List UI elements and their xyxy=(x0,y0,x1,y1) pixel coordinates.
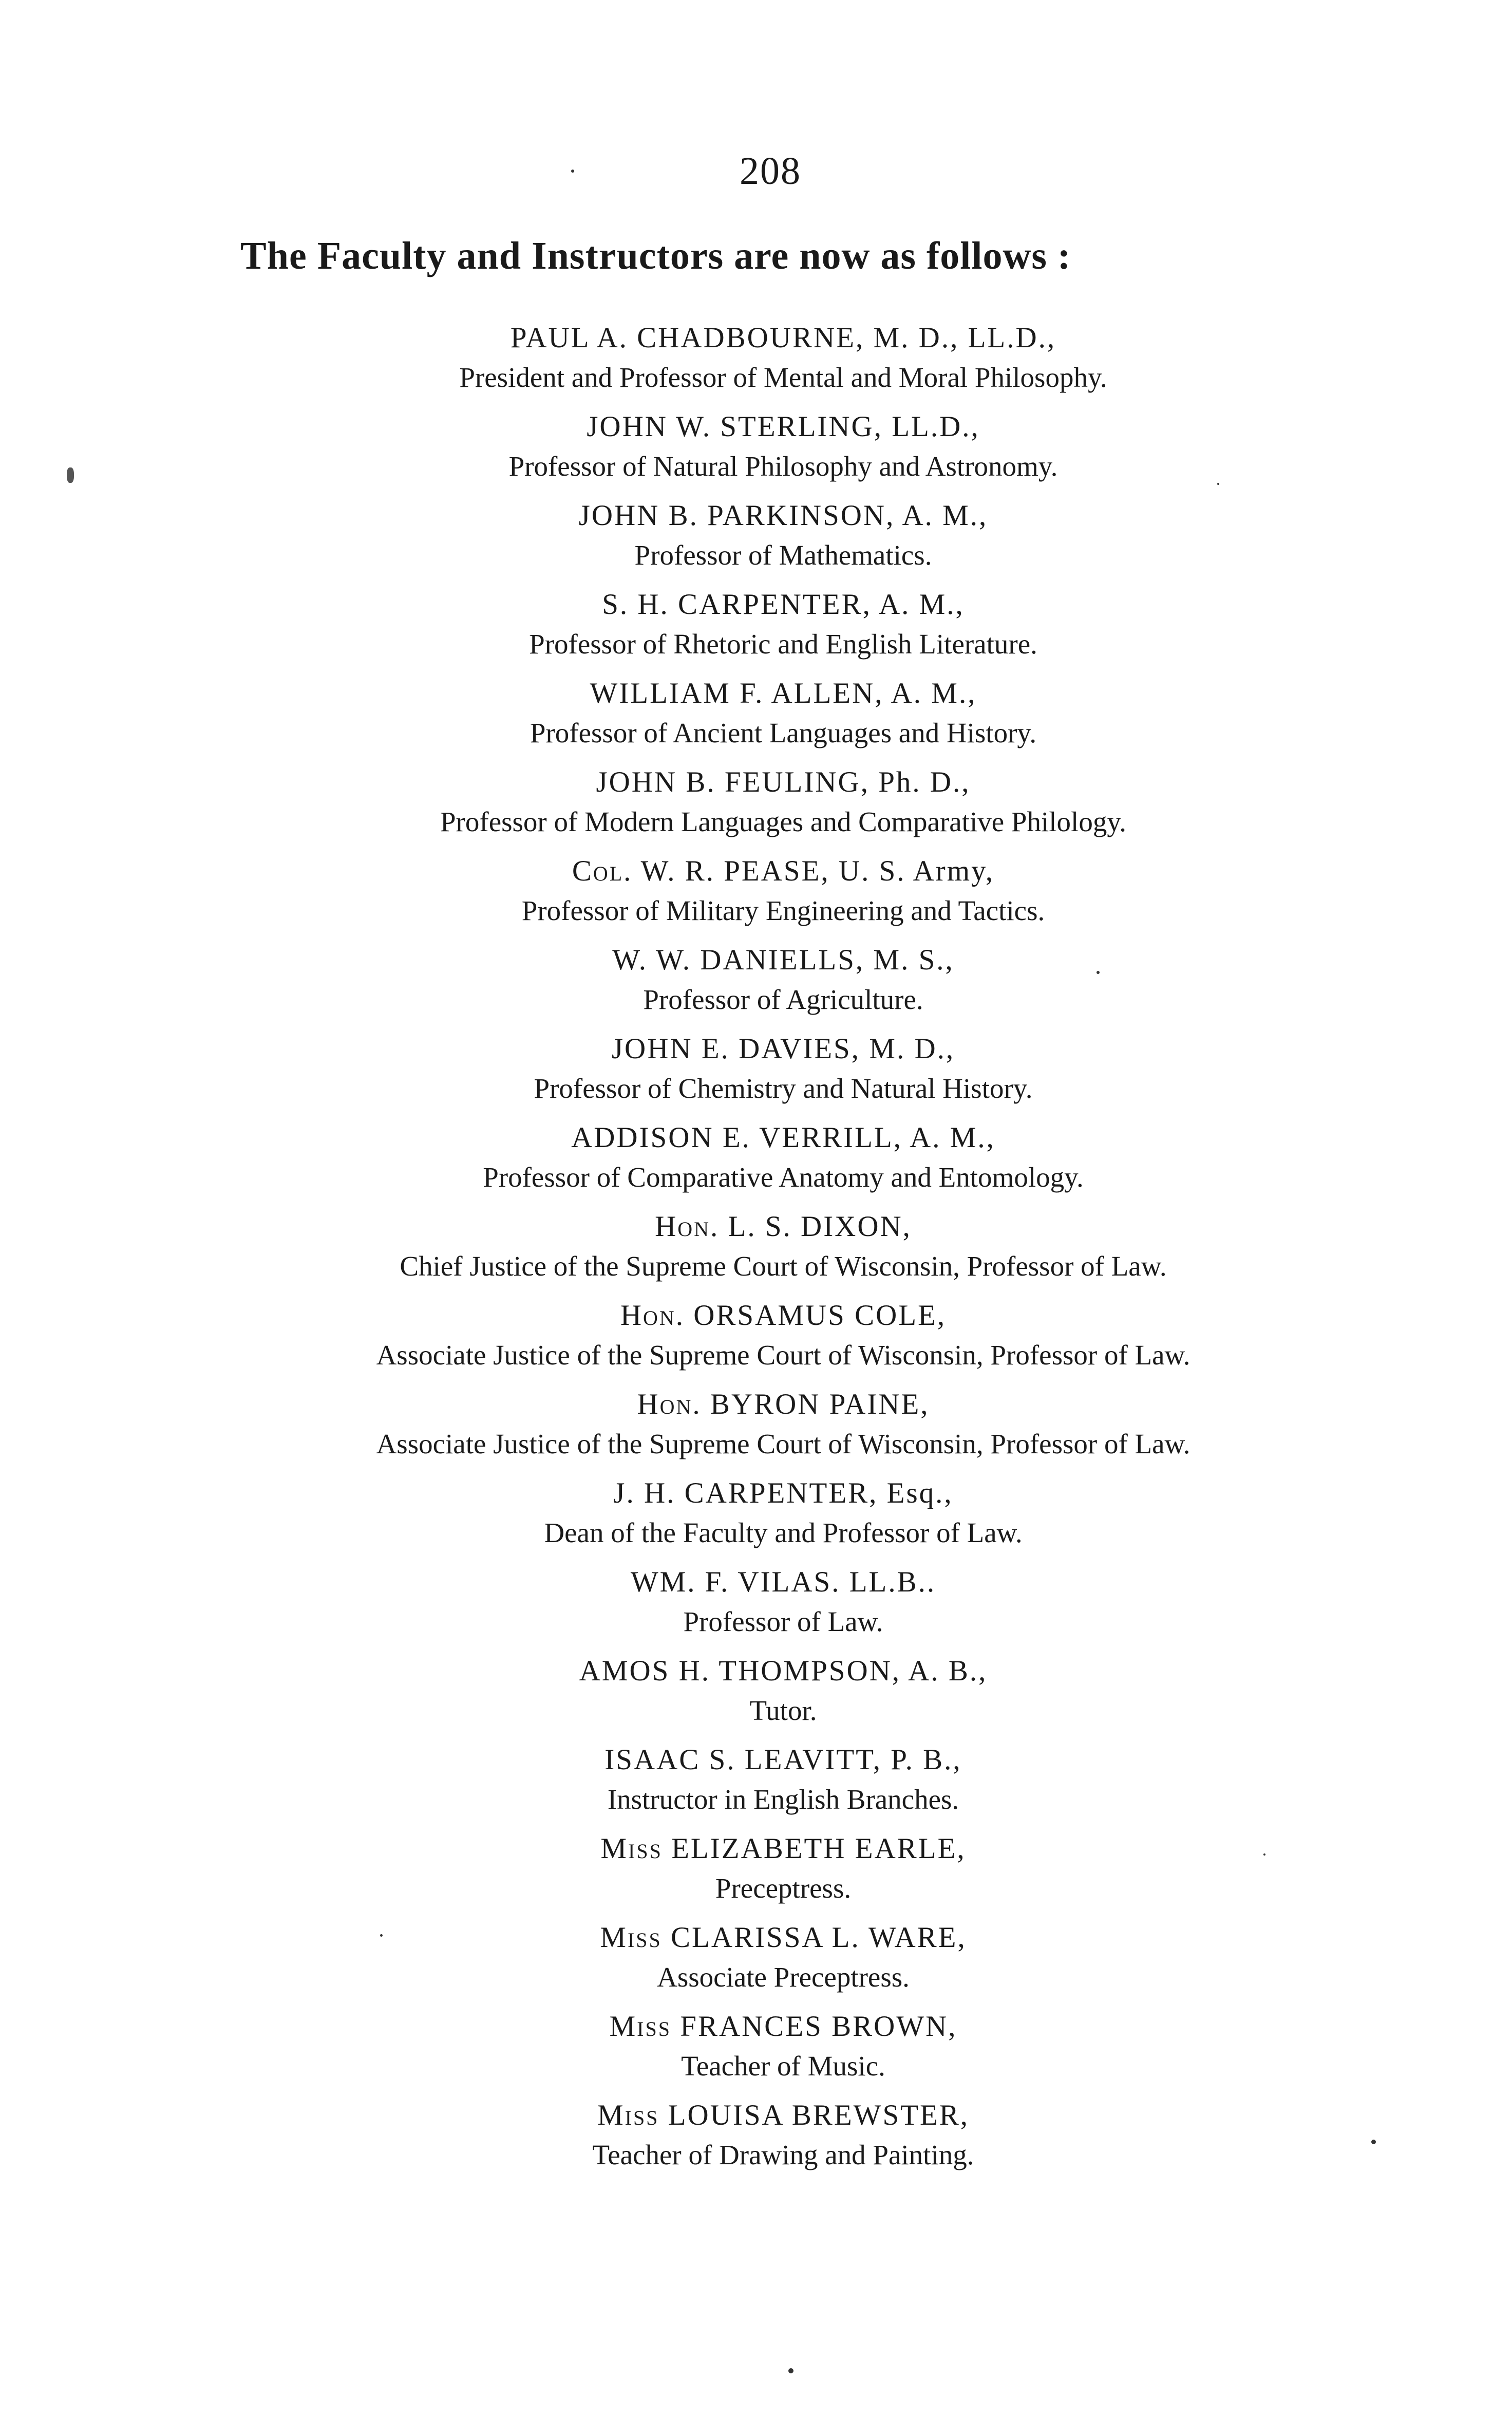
faculty-name xyxy=(0,1296,1512,1335)
faculty-title: Professor of Ancient Languages and History. xyxy=(530,717,1037,748)
faculty-title: Tutor. xyxy=(749,1695,817,1726)
name-prefix: Hon. xyxy=(637,1388,702,1420)
faculty-name xyxy=(0,1207,1512,1246)
name-text: JOHN E. DAVIES, M. D., xyxy=(611,1033,955,1065)
faculty-title: Preceptress. xyxy=(715,1872,852,1904)
page-number: 208 xyxy=(740,149,801,193)
scan-speck xyxy=(1097,971,1100,974)
faculty-name xyxy=(0,1918,1512,1957)
faculty-entry xyxy=(0,407,1512,496)
faculty-title: Professor of Military Engineering and Tactics. xyxy=(521,895,1045,926)
faculty-list xyxy=(0,319,1512,2185)
faculty-entry xyxy=(0,1029,1512,1118)
faculty-name xyxy=(0,1563,1512,1602)
faculty-title: Professor of Rhetoric and English Literature. xyxy=(529,628,1037,660)
page-heading: The Faculty and Instructors are now as follows : xyxy=(240,234,1071,277)
name-text: WILLIAM F. ALLEN, A. M., xyxy=(590,677,977,709)
name-text: W. W. DANIELLS, M. S., xyxy=(612,944,954,976)
faculty-entry xyxy=(0,763,1512,852)
name-text: WM. F. VILAS. LL.B.. xyxy=(630,1566,936,1598)
name-text: ELIZABETH EARLE, xyxy=(671,1832,966,1865)
name-text: ISAAC S. LEAVITT, P. B., xyxy=(604,1744,962,1776)
faculty-title: Professor of Mathematics. xyxy=(634,539,932,571)
faculty-title: Chief Justice of the Supreme Court of Wisconsin, Professor of Law. xyxy=(400,1250,1167,1282)
faculty-name xyxy=(0,1829,1512,1868)
faculty-entry xyxy=(0,1118,1512,1207)
faculty-name xyxy=(0,1118,1512,1157)
faculty-entry xyxy=(0,1918,1512,2007)
faculty-entry xyxy=(0,941,1512,1029)
faculty-entry xyxy=(0,852,1512,941)
faculty-name xyxy=(0,319,1512,358)
faculty-name xyxy=(0,674,1512,713)
faculty-title: Teacher of Music. xyxy=(681,2050,885,2082)
faculty-name xyxy=(0,1385,1512,1424)
faculty-title: Professor of Law. xyxy=(683,1606,883,1637)
faculty-entry xyxy=(0,585,1512,674)
faculty-entry xyxy=(0,1563,1512,1652)
faculty-title: Professor of Natural Philosophy and Astronomy. xyxy=(508,451,1058,482)
faculty-title: Professor of Chemistry and Natural History. xyxy=(534,1073,1033,1104)
faculty-entry xyxy=(0,1474,1512,1563)
name-text: ORSAMUS COLE, xyxy=(693,1299,947,1332)
name-prefix: Hon. xyxy=(655,1210,720,1243)
faculty-title: Associate Justice of the Supreme Court of Wisconsin, Professor of Law. xyxy=(376,1428,1190,1459)
scan-speck xyxy=(380,1934,383,1937)
faculty-name xyxy=(0,2007,1512,2046)
faculty-name xyxy=(0,585,1512,624)
faculty-entry xyxy=(0,674,1512,763)
name-text: JOHN W. STERLING, LL.D., xyxy=(587,410,980,443)
name-text: J. H. CARPENTER, Esq., xyxy=(613,1477,953,1509)
faculty-title: Instructor in English Branches. xyxy=(607,1784,959,1815)
faculty-entry xyxy=(0,496,1512,585)
scan-speck xyxy=(1371,2140,1376,2144)
faculty-name xyxy=(0,407,1512,446)
faculty-title: Professor of Modern Languages and Comparative Philology. xyxy=(440,806,1127,837)
name-prefix: Miss xyxy=(597,2099,659,2131)
faculty-name xyxy=(0,763,1512,802)
name-prefix: Col. xyxy=(572,855,633,887)
faculty-entry xyxy=(0,1829,1512,1918)
name-text: S. H. CARPENTER, A. M., xyxy=(602,588,965,621)
faculty-title: Associate Preceptress. xyxy=(657,1961,910,1993)
faculty-name xyxy=(0,852,1512,891)
name-text: JOHN B. FEULING, Ph. D., xyxy=(596,766,971,798)
name-text: ADDISON E. VERRILL, A. M., xyxy=(571,1121,995,1154)
faculty-entry xyxy=(0,1296,1512,1385)
faculty-title: President and Professor of Mental and Moral Philosophy. xyxy=(459,362,1107,393)
name-text: W. R. PEASE, U. S. Army, xyxy=(640,855,995,887)
scan-speck xyxy=(1263,1853,1265,1856)
faculty-entry xyxy=(0,1740,1512,1829)
faculty-name xyxy=(0,1652,1512,1691)
faculty-name xyxy=(0,941,1512,980)
faculty-name xyxy=(0,496,1512,535)
name-text: LOUISA BREWSTER, xyxy=(668,2099,970,2131)
scan-speck xyxy=(1217,483,1219,485)
name-text: BYRON PAINE, xyxy=(710,1388,930,1420)
faculty-title: Professor of Agriculture. xyxy=(643,984,923,1015)
faculty-entry xyxy=(0,2007,1512,2096)
name-text: FRANCES BROWN, xyxy=(680,2010,957,2043)
scan-speck xyxy=(67,467,74,483)
name-text: CLARISSA L. WARE, xyxy=(671,1921,967,1954)
name-prefix: Miss xyxy=(609,2010,671,2043)
faculty-entry xyxy=(0,1385,1512,1474)
name-prefix: Hon. xyxy=(620,1299,685,1332)
faculty-entry xyxy=(0,1652,1512,1740)
faculty-entry xyxy=(0,319,1512,407)
faculty-name xyxy=(0,1029,1512,1069)
faculty-name xyxy=(0,1740,1512,1780)
faculty-entry xyxy=(0,1207,1512,1296)
scan-speck xyxy=(788,2368,793,2373)
faculty-title: Dean of the Faculty and Professor of Law. xyxy=(544,1517,1023,1548)
faculty-entry xyxy=(0,2096,1512,2185)
faculty-title: Teacher of Drawing and Painting. xyxy=(592,2139,974,2170)
name-text: PAUL A. CHADBOURNE, M. D., LL.D., xyxy=(510,322,1056,354)
scan-speck xyxy=(571,170,574,173)
faculty-name xyxy=(0,2096,1512,2135)
name-prefix: Miss xyxy=(600,1921,662,1954)
faculty-title: Professor of Comparative Anatomy and Entomology. xyxy=(483,1162,1084,1193)
name-prefix: Miss xyxy=(600,1832,663,1865)
name-text: L. S. DIXON, xyxy=(728,1210,912,1243)
faculty-title: Associate Justice of the Supreme Court of Wisconsin, Professor of Law. xyxy=(376,1339,1190,1371)
name-text: JOHN B. PARKINSON, A. M., xyxy=(578,499,988,532)
faculty-name xyxy=(0,1474,1512,1513)
name-text: AMOS H. THOMPSON, A. B., xyxy=(579,1655,988,1687)
